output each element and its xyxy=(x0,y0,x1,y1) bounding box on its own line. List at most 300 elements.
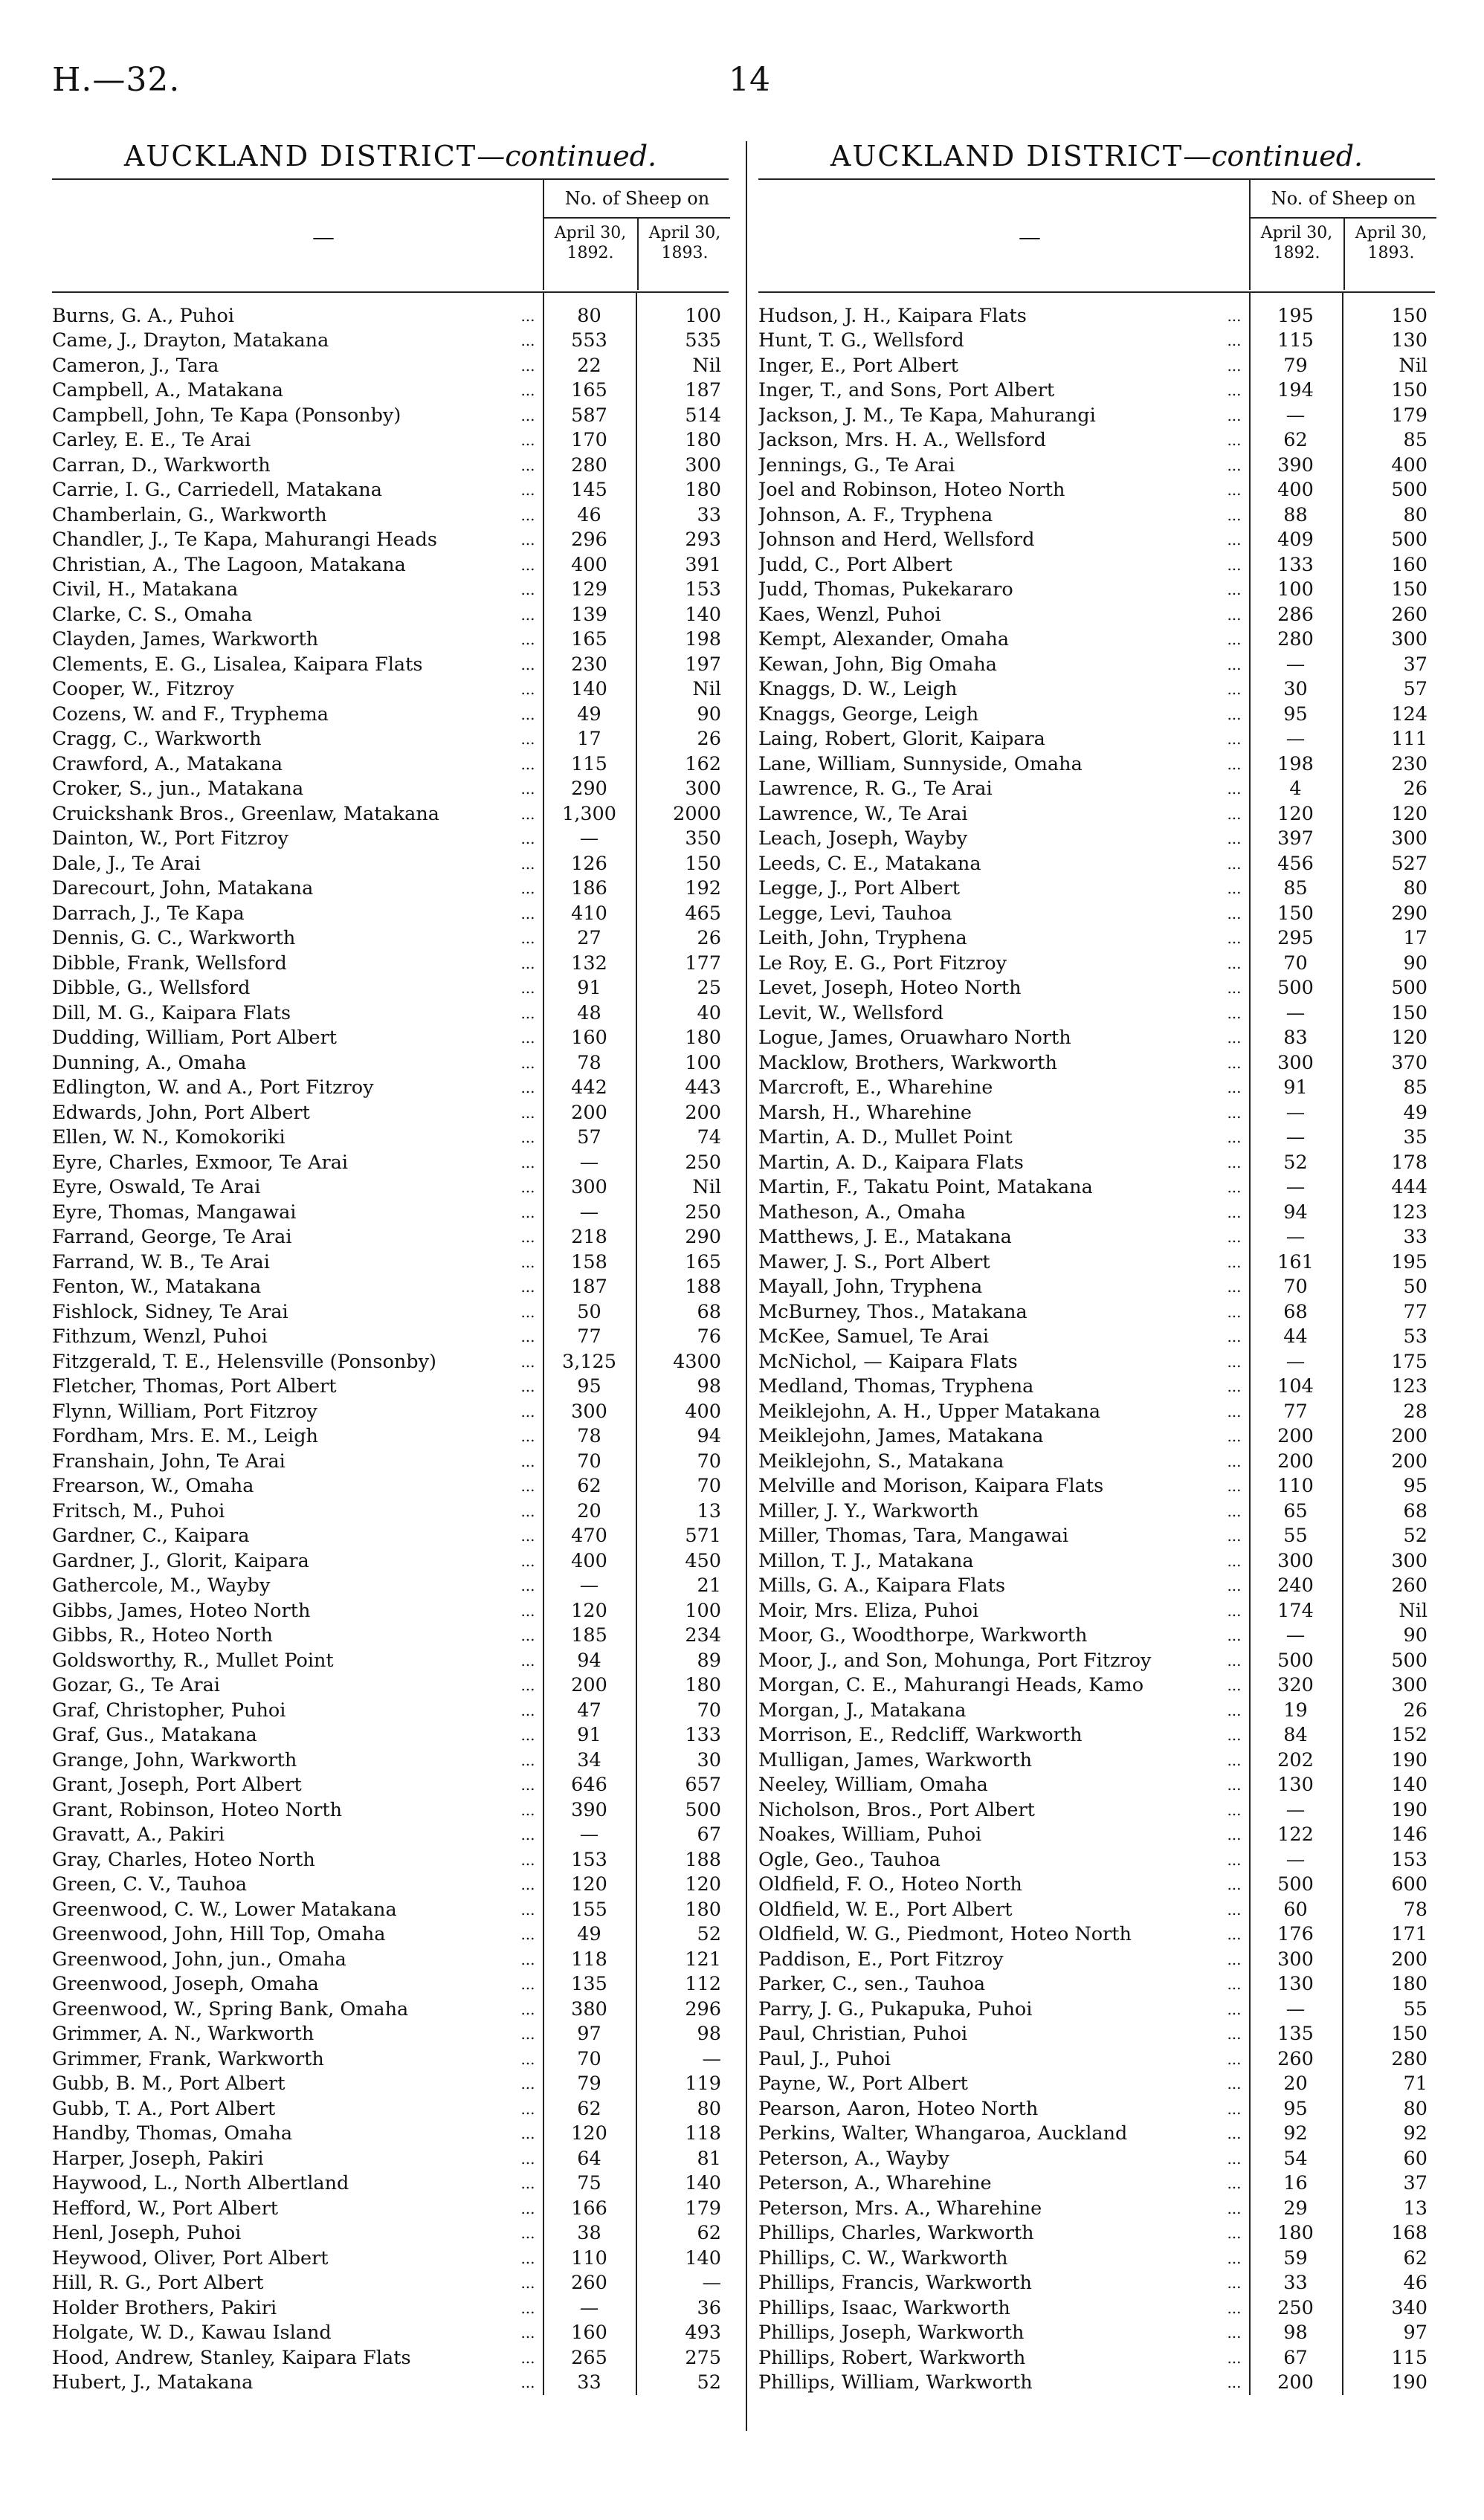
owner-name: McNichol, — Kaipara Flats xyxy=(758,1350,1018,1373)
owner-name: Eyre, Oswald, Te Arai xyxy=(52,1176,261,1199)
sheep-1893: 28 xyxy=(1403,1400,1427,1423)
sheep-1892: 62 xyxy=(577,2097,601,2120)
sheep-1893: 4300 xyxy=(673,1350,721,1373)
table-row xyxy=(758,1474,1435,1499)
sheep-1892: 187 xyxy=(571,1276,607,1299)
sheep-1892: 300 xyxy=(1277,1051,1314,1074)
sheep-1893: 190 xyxy=(1391,2371,1427,2394)
leader-dots: ... xyxy=(520,655,535,673)
sheep-1892: 97 xyxy=(577,2023,601,2046)
owner-name: Payne, W., Port Albert xyxy=(758,2072,968,2096)
sheep-1893: 111 xyxy=(1391,728,1427,751)
leader-dots: ... xyxy=(1227,1178,1242,1197)
sheep-1892: 77 xyxy=(1283,1400,1308,1423)
sheep-1893: 190 xyxy=(1391,1798,1427,1821)
sheep-1893: 62 xyxy=(697,2222,721,2245)
owner-name: Haywood, L., North Albertland xyxy=(52,2172,349,2195)
leader-dots: ... xyxy=(520,1651,535,1670)
sheep-1893: 76 xyxy=(697,1325,721,1348)
sheep-1893: 150 xyxy=(1391,578,1427,601)
leader-dots: ... xyxy=(520,431,535,450)
table-row xyxy=(52,2221,729,2246)
sheep-1892: 65 xyxy=(1283,1499,1308,1522)
owner-name: Frearson, W., Omaha xyxy=(52,1475,254,1498)
sheep-1892: — xyxy=(1285,1350,1306,1373)
owner-name: Grant, Robinson, Hoteo North xyxy=(52,1798,343,1821)
sheep-1893: 280 xyxy=(1391,2047,1427,2070)
leader-dots: ... xyxy=(520,1427,535,1446)
leader-dots: ... xyxy=(1227,1527,1242,1545)
owner-name: Hudson, J. H., Kaipara Flats xyxy=(758,304,1027,327)
leader-dots: ... xyxy=(1227,581,1242,599)
leader-dots: ... xyxy=(520,1452,535,1470)
sheep-1892: 57 xyxy=(577,1126,601,1149)
leader-dots: ... xyxy=(520,2249,535,2267)
table-row xyxy=(52,1648,729,1673)
leader-dots: ... xyxy=(1227,431,1242,450)
owner-name: Legge, Levi, Tauhoa xyxy=(758,902,952,925)
owner-name: Gray, Charles, Hoteo North xyxy=(52,1848,315,1871)
sheep-1893: 60 xyxy=(1403,2147,1427,2170)
table-row xyxy=(52,1499,729,1524)
sheep-1893: 153 xyxy=(1391,1848,1427,1871)
owner-name: Mulligan, James, Warkworth xyxy=(758,1748,1033,1771)
table-row xyxy=(52,2072,729,2097)
owner-name: Campbell, John, Te Kapa (Ponsonby) xyxy=(52,404,401,427)
table-row xyxy=(52,1349,729,1374)
sheep-1893: 33 xyxy=(1403,1226,1427,1249)
sheep-1892: 160 xyxy=(571,1027,607,1050)
owner-name: Inger, E., Port Albert xyxy=(758,354,958,377)
table-row xyxy=(52,2171,729,2197)
table-row xyxy=(758,1424,1435,1450)
table-row xyxy=(52,1374,729,1400)
leader-dots: ... xyxy=(520,1004,535,1022)
leader-dots: ... xyxy=(1227,555,1242,574)
leader-dots: ... xyxy=(520,1278,535,1296)
table-row xyxy=(52,801,729,827)
owner-name: Lawrence, W., Te Arai xyxy=(758,802,968,825)
leader-dots: ... xyxy=(1227,1004,1242,1022)
sheep-1893: 195 xyxy=(1391,1250,1427,1273)
table-row xyxy=(52,2122,729,2147)
owner-name: Fletcher, Thomas, Port Albert xyxy=(52,1375,337,1398)
sheep-1893: 300 xyxy=(685,778,721,801)
leader-dots: ... xyxy=(520,1726,535,1745)
leader-dots: ... xyxy=(1227,1676,1242,1695)
owner-name: Peterson, A., Wayby xyxy=(758,2147,949,2170)
leader-dots: ... xyxy=(520,2374,535,2392)
owner-name: Paul, Christian, Puhoi xyxy=(758,2023,968,2046)
sheep-1892: 165 xyxy=(571,379,607,402)
sheep-1892: 409 xyxy=(1277,529,1314,552)
leader-dots: ... xyxy=(1227,481,1242,500)
owner-name: Macklow, Brothers, Warkworth xyxy=(758,1051,1057,1074)
sheep-1892: 174 xyxy=(1277,1599,1314,1622)
table-row xyxy=(52,1897,729,1922)
table-row xyxy=(758,1673,1435,1699)
sheep-1892: 145 xyxy=(571,479,607,502)
leader-dots: ... xyxy=(1227,1876,1242,1894)
leader-dots: ... xyxy=(520,854,535,873)
table-row xyxy=(758,1897,1435,1922)
sheep-1892: 135 xyxy=(571,1973,607,1996)
table-row xyxy=(52,329,729,354)
owner-name: Greenwood, Joseph, Omaha xyxy=(52,1973,319,1996)
table-row xyxy=(52,478,729,503)
owner-name: Pearson, Aaron, Hoteo North xyxy=(758,2097,1039,2120)
owner-name: Morgan, C. E., Mahurangi Heads, Kamo xyxy=(758,1674,1144,1697)
table-row xyxy=(758,702,1435,727)
sheep-1893: 94 xyxy=(697,1425,721,1448)
table-row xyxy=(52,702,729,727)
table-row xyxy=(52,2022,729,2047)
sheep-1893: 52 xyxy=(697,2371,721,2394)
table-row xyxy=(52,1947,729,1972)
sheep-1893: 190 xyxy=(1391,1748,1427,1771)
sheep-1892: 34 xyxy=(577,1748,601,1771)
sheep-1893: 230 xyxy=(1391,752,1427,775)
table-row xyxy=(758,1349,1435,1374)
section-title-text: AUCKLAND DISTRICT xyxy=(830,140,1184,172)
table-row xyxy=(758,827,1435,852)
sheep-1893: 171 xyxy=(1391,1923,1427,1946)
sheep-1893: 180 xyxy=(685,1898,721,1921)
table-row xyxy=(758,1150,1435,1175)
sheep-1892: 70 xyxy=(1283,952,1308,975)
sheep-1893: 293 xyxy=(685,529,721,552)
owner-name: Graf, Gus., Matakana xyxy=(52,1724,257,1747)
sheep-1892: 500 xyxy=(1277,977,1314,1000)
sheep-1892: 92 xyxy=(1283,2122,1308,2145)
leader-dots: ... xyxy=(1227,356,1242,375)
owner-name: Dale, J., Te Arai xyxy=(52,852,201,875)
table-row xyxy=(52,876,729,902)
sheep-1892: 33 xyxy=(1283,2272,1308,2295)
sheep-1892: 180 xyxy=(1277,2222,1314,2245)
table-row xyxy=(758,2096,1435,2122)
sheep-1892: — xyxy=(579,1574,599,1597)
table-row xyxy=(52,403,729,428)
leader-dots: ... xyxy=(1227,381,1242,400)
sheep-1893: 95 xyxy=(1403,1475,1427,1498)
owner-name: Clarke, C. S., Omaha xyxy=(52,603,253,626)
table-row xyxy=(52,528,729,553)
table-row xyxy=(758,677,1435,702)
leader-dots: ... xyxy=(520,830,535,848)
table-row xyxy=(52,1748,729,1773)
sheep-1893: 100 xyxy=(685,304,721,327)
sheep-1892: — xyxy=(1285,1997,1306,2020)
table-row xyxy=(758,801,1435,827)
leader-dots: ... xyxy=(520,1203,535,1221)
sheep-1892: — xyxy=(1285,1101,1306,1124)
sheep-1893: 571 xyxy=(685,1525,721,1548)
leader-dots: ... xyxy=(1227,904,1242,923)
leader-dots: ... xyxy=(1227,1751,1242,1769)
owner-name: Civil, H., Matakana xyxy=(52,578,239,601)
sheep-1892: 118 xyxy=(571,1948,607,1971)
sheep-1893: 120 xyxy=(685,1873,721,1896)
sheep-1892: 98 xyxy=(1283,2322,1308,2345)
owner-name: Joel and Robinson, Hoteo North xyxy=(758,479,1065,502)
sheep-1893: 100 xyxy=(685,1599,721,1622)
table-row xyxy=(52,951,729,976)
table-row xyxy=(52,1200,729,1225)
owner-name: Dill, M. G., Kaipara Flats xyxy=(52,1001,291,1024)
owner-name: Gardner, C., Kaipara xyxy=(52,1525,250,1548)
leader-dots: ... xyxy=(1227,1701,1242,1719)
sheep-1893: 250 xyxy=(685,1151,721,1174)
leader-dots: ... xyxy=(520,1626,535,1645)
table-row xyxy=(52,578,729,603)
owner-name: Fenton, W., Matakana xyxy=(52,1276,262,1299)
sheep-1893: 198 xyxy=(685,628,721,651)
sheep-1893: 527 xyxy=(1391,852,1427,875)
leader-dots: ... xyxy=(1227,1800,1242,1819)
owner-name: Knaggs, George, Leigh xyxy=(758,702,979,726)
sheep-1892: 95 xyxy=(577,1375,601,1398)
sheep-1893: 535 xyxy=(685,329,721,352)
owner-name: Johnson, A. F., Tryphena xyxy=(758,503,993,526)
table-row xyxy=(758,1598,1435,1624)
sheep-1893: 30 xyxy=(697,1748,721,1771)
sheep-1892: — xyxy=(1285,1176,1306,1199)
leader-dots: ... xyxy=(520,2049,535,2068)
table-row xyxy=(758,1873,1435,1898)
sheep-1893: 13 xyxy=(1403,2197,1427,2220)
table-row xyxy=(758,528,1435,553)
sheep-1892: 230 xyxy=(571,653,607,676)
sheep-1892: — xyxy=(579,1823,599,1847)
owner-name: Gibbs, R., Hoteo North xyxy=(52,1624,273,1647)
sheep-1892: 442 xyxy=(571,1076,607,1099)
owner-name: Paddison, E., Port Fitzroy xyxy=(758,1948,1004,1971)
owner-name: Millon, T. J., Matakana xyxy=(758,1549,974,1572)
owner-name: Oldfield, W. E., Port Albert xyxy=(758,1898,1013,1921)
leader-dots: ... xyxy=(520,356,535,375)
table-row xyxy=(52,428,729,453)
owner-name: Peterson, A., Wharehine xyxy=(758,2172,992,2195)
sheep-1892: 1,300 xyxy=(561,802,616,825)
owner-name: Martin, A. D., Kaipara Flats xyxy=(758,1151,1024,1174)
table-row xyxy=(758,1076,1435,1101)
table-row xyxy=(52,353,729,378)
table-row xyxy=(758,1574,1435,1599)
owner-name: Dudding, William, Port Albert xyxy=(52,1027,338,1050)
owner-name: Neeley, William, Omaha xyxy=(758,1774,988,1797)
table-row xyxy=(758,1922,1435,1948)
leader-dots: ... xyxy=(520,2149,535,2168)
owner-name: Gibbs, James, Hoteo North xyxy=(52,1599,311,1622)
leader-dots: ... xyxy=(520,804,535,823)
sheep-1893: 444 xyxy=(1391,1176,1427,1199)
table-row xyxy=(758,1001,1435,1026)
sheep-1893: 150 xyxy=(1391,379,1427,402)
sheep-1892: 67 xyxy=(1283,2346,1308,2369)
table-row xyxy=(758,1524,1435,1549)
leader-dots: ... xyxy=(1227,680,1242,699)
leader-dots: ... xyxy=(1227,2000,1242,2018)
owner-name: Dibble, G., Wellsford xyxy=(52,977,251,1000)
sheep-1892: 62 xyxy=(1283,429,1308,452)
table-row xyxy=(52,1150,729,1175)
sheep-1892: 77 xyxy=(577,1325,601,1348)
sheep-1892: 4 xyxy=(1289,778,1302,801)
table-row xyxy=(52,2371,729,2396)
sheep-1893: 98 xyxy=(697,1375,721,1398)
owner-name: Cragg, C., Warkworth xyxy=(52,728,262,751)
sheep-1892: 19 xyxy=(1283,1699,1308,1722)
sheep-count-group-header xyxy=(1249,180,1436,290)
table-row xyxy=(758,2321,1435,2346)
leader-dots: ... xyxy=(1227,2324,1242,2342)
leader-dots: ... xyxy=(1227,456,1242,474)
sheep-1893: 67 xyxy=(697,1823,721,1847)
leader-dots: ... xyxy=(1227,332,1242,350)
table-row xyxy=(52,1001,729,1026)
leader-dots: ... xyxy=(1227,2199,1242,2217)
owner-name: Clements, E. G., Lisalea, Kaipara Flats xyxy=(52,653,423,676)
leader-dots: ... xyxy=(520,879,535,898)
leader-dots: ... xyxy=(520,1701,535,1719)
leader-dots: ... xyxy=(1227,1203,1242,1221)
sheep-1892: 85 xyxy=(1283,877,1308,900)
sheep-1892: 158 xyxy=(571,1250,607,1273)
sheep-1893: 500 xyxy=(685,1798,721,1821)
sheep-1893: 178 xyxy=(1391,1151,1427,1174)
sheep-1893: 180 xyxy=(685,1674,721,1697)
sheep-1892: 78 xyxy=(577,1051,601,1074)
table-row xyxy=(758,1100,1435,1125)
leader-dots: ... xyxy=(1227,1826,1242,1844)
leader-dots: ... xyxy=(1227,605,1242,624)
owner-name: Noakes, William, Puhoi xyxy=(758,1823,982,1847)
right-column xyxy=(758,134,1435,2395)
owner-name: Chandler, J., Te Kapa, Mahurangi Heads xyxy=(52,529,438,552)
leader-dots: ... xyxy=(520,2174,535,2193)
sheep-1892: 218 xyxy=(571,1226,607,1249)
sheep-1893: 140 xyxy=(685,603,721,626)
owner-name: Dunning, A., Omaha xyxy=(52,1051,247,1074)
sheep-1892: — xyxy=(1285,404,1306,427)
sheep-1893: 140 xyxy=(1391,1774,1427,1797)
sheep-1893: 140 xyxy=(685,2172,721,2195)
table-row xyxy=(758,901,1435,926)
sheep-1892: 20 xyxy=(577,1499,601,1522)
sheep-1892: 52 xyxy=(1283,1151,1308,1174)
owner-name: Fithzum, Wenzl, Puhoi xyxy=(52,1325,268,1348)
section-title-text: AUCKLAND DISTRICT xyxy=(123,140,477,172)
sheep-1892: 120 xyxy=(571,1599,607,1622)
leader-dots: ... xyxy=(1227,655,1242,673)
leader-dots: ... xyxy=(520,1079,535,1097)
leader-dots: ... xyxy=(520,1850,535,1869)
sheep-1893: 300 xyxy=(1391,628,1427,651)
owner-name: Cruickshank Bros., Greenlaw, Matakana xyxy=(52,802,439,825)
table-row xyxy=(758,2196,1435,2221)
sheep-1892: — xyxy=(1285,1798,1306,1821)
sheep-1892: 75 xyxy=(577,2172,601,2195)
owner-name: Campbell, A., Matakana xyxy=(52,379,283,402)
owner-name: Grange, John, Warkworth xyxy=(52,1748,297,1771)
table-row xyxy=(52,1673,729,1699)
table-row xyxy=(758,1050,1435,1076)
document-reference: H.—32. xyxy=(52,61,181,99)
table-row xyxy=(758,1723,1435,1748)
sheep-1892: 70 xyxy=(577,2047,601,2070)
sheep-1892: 80 xyxy=(577,304,601,327)
owner-name: Cameron, J., Tara xyxy=(52,354,219,377)
table-row xyxy=(52,677,729,702)
table-row xyxy=(52,976,729,1001)
leader-dots: ... xyxy=(1227,1925,1242,1944)
sheep-1893: 46 xyxy=(1403,2272,1427,2295)
sheep-1892: 200 xyxy=(1277,2371,1314,2394)
leader-dots: ... xyxy=(1227,1601,1242,1620)
owner-name: Gathercole, M., Wayby xyxy=(52,1574,271,1597)
sheep-1893: 180 xyxy=(685,429,721,452)
sheep-1892: 91 xyxy=(577,1724,601,1747)
owner-name: Jennings, G., Te Arai xyxy=(758,453,955,476)
leader-dots: ... xyxy=(520,904,535,923)
owner-name: Levit, W., Wellsford xyxy=(758,1001,944,1024)
sheep-1893: 179 xyxy=(685,2197,721,2220)
table-row xyxy=(758,1026,1435,1051)
leader-dots: ... xyxy=(1227,1626,1242,1645)
sheep-1892: 456 xyxy=(1277,852,1314,875)
leader-dots: ... xyxy=(1227,705,1242,723)
sheep-1893: 370 xyxy=(1391,1051,1427,1074)
leader-dots: ... xyxy=(1227,1328,1242,1346)
sheep-1892: 300 xyxy=(571,1400,607,1423)
sheep-1892: — xyxy=(579,1151,599,1174)
sheep-1892: 390 xyxy=(1277,453,1314,476)
table-row xyxy=(758,1748,1435,1773)
owner-name: Marsh, H., Wharehine xyxy=(758,1101,972,1124)
sheep-1893: 140 xyxy=(685,2246,721,2269)
owner-name: Mayall, John, Tryphena xyxy=(758,1276,983,1299)
owner-name: Meiklejohn, James, Matakana xyxy=(758,1425,1044,1448)
leader-dots: ... xyxy=(520,2125,535,2143)
table-row xyxy=(758,727,1435,752)
leader-dots: ... xyxy=(1227,2025,1242,2044)
sheep-1893: 37 xyxy=(1403,2172,1427,2195)
sheep-1893: 180 xyxy=(1391,1973,1427,1996)
sheep-1893: 25 xyxy=(697,977,721,1000)
sheep-1893: 90 xyxy=(1403,1624,1427,1647)
owner-name: Henl, Joseph, Puhoi xyxy=(52,2222,242,2245)
sheep-1892: 110 xyxy=(1277,1475,1314,1498)
leader-dots: ... xyxy=(520,1527,535,1545)
sheep-1892: 30 xyxy=(1283,678,1308,701)
table-row xyxy=(52,851,729,876)
owner-name: Clayden, James, Warkworth xyxy=(52,628,319,651)
table-row xyxy=(52,2345,729,2371)
leader-dots: ... xyxy=(1227,2348,1242,2367)
owner-name: Levet, Joseph, Hoteo North xyxy=(758,977,1022,1000)
table-row xyxy=(758,1175,1435,1201)
leader-dots: ... xyxy=(1227,1651,1242,1670)
table-row xyxy=(52,1773,729,1798)
table-row xyxy=(758,1773,1435,1798)
sheep-1892: — xyxy=(579,1201,599,1224)
table-row xyxy=(758,1299,1435,1325)
sheep-1893: 26 xyxy=(697,728,721,751)
sheep-1893: 77 xyxy=(1403,1300,1427,1323)
owner-name: Farrand, W. B., Te Arai xyxy=(52,1250,270,1273)
owner-name: Graf, Christopher, Puhoi xyxy=(52,1699,286,1722)
